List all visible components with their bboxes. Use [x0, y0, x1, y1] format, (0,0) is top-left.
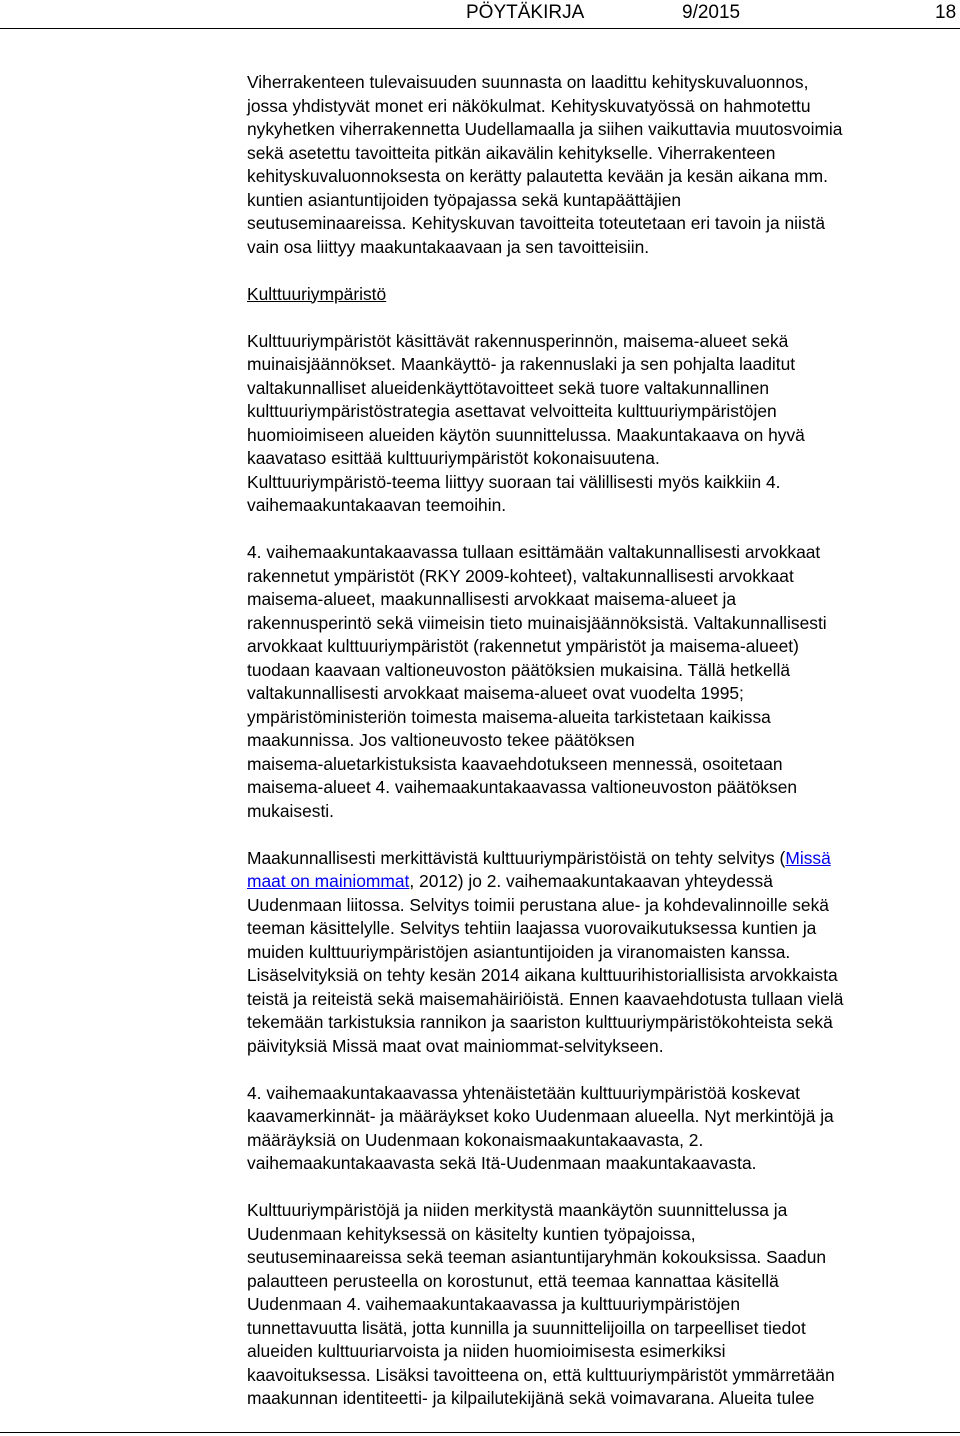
footer-divider: [0, 1432, 960, 1433]
paragraph-kasittely: [247, 1199, 947, 1411]
section-heading-text: Kulttuuriympäristö: [247, 283, 387, 304]
text-line: kaavoituksessa. Lisäksi tavoitteena on, että kulttuuriympäristöt ymmärretään: [247, 1364, 835, 1385]
text-line: määräyksiä on Uudenmaan kokonaismaakuntakaavasta, 2.: [247, 1129, 704, 1150]
text-line: seutuseminaareissa. Kehityskuvan tavoitteita toteutetaan eri tavoin ja niistä: [247, 213, 826, 233]
text-line: nykyhetken viherrakennetta Uudellamaalla ja siihen vaikuttavia muutosvoimia: [247, 119, 843, 139]
page-number: 18: [935, 2, 957, 23]
text-line: kulttuuriympäristöstrategia asettavat velvoitteita kulttuuriympäristöjen: [247, 401, 777, 421]
text-line: Uudenmaan 4. vaihemaakuntakaavassa ja kulttuuriympäristöjen: [247, 1294, 741, 1314]
text-line: Kulttuuriympäristö-teema liittyy suoraan tai välillisesti myös kaikkiin 4.: [247, 471, 781, 492]
text-line: 4. vaihemaakuntakaavassa tullaan esittämään valtakunnallisesti arvokkaat: [247, 542, 821, 562]
text-line: Viherrakenteen tulevaisuuden suunnasta on laadittu kehityskuvaluonnos,: [247, 72, 809, 92]
document-type: PÖYTÄKIRJA: [466, 2, 585, 23]
missa-maat-link-part2[interactable]: maat on mainiommat: [247, 871, 410, 891]
text-line: teeman käsittelylle. Selvitys tehtiin laajassa vuorovaikutuksessa kuntien ja: [247, 918, 817, 938]
text-line: rakennusperintö sekä viimeisin tieto muinaisjäännöksistä. Valtakunnallisesti: [247, 612, 827, 633]
page-header: [0, 0, 960, 28]
text-line: alueiden kulttuuriarvoista ja niiden huomioimisesta esimerkiksi: [247, 1341, 726, 1361]
text-line: vaihemaakuntakaavan teemoihin.: [247, 495, 507, 515]
text-line: mukaisesti.: [247, 800, 334, 821]
text-line: kehityskuvaluonnoksesta on kerätty palautetta kevään ja kesän aikana mm.: [247, 166, 828, 186]
paragraph-selvitys: [247, 847, 947, 1059]
text-line: Lisäselvityksiä on tehty kesän 2014 aikana kulttuurihistoriallisista arvokkaista: [247, 965, 838, 985]
text-line: Uudenmaan kehityksessä on käsitelty kuntien työpajoissa,: [247, 1223, 696, 1244]
text-line: teistä ja reiteistä sekä maisemahäiriöistä. Ennen kaavaehdotusta tullaan vielä: [247, 988, 844, 1009]
text-line: arvokkaat kulttuuriympäristöt (rakennetut ympäristöt ja maisema-alueet): [247, 636, 799, 656]
text-line: Kulttuuriympäristöt käsittävät rakennusperinnön, maisema-alueet sekä: [247, 330, 789, 351]
text-run: Maakunnallisesti merkittävistä kulttuuriympäristöistä on tehty selvitys (: [247, 847, 786, 868]
text-line: palautteen perusteella on korostunut, että teemaa kannattaa käsitellä: [247, 1270, 779, 1291]
paragraph-vaihemaakuntakaava: [247, 541, 947, 823]
text-line: tuodaan kaavaan valtioneuvoston päätöksien mukaisina. Tällä hetkellä: [247, 659, 791, 680]
text-line: [247, 847, 947, 871]
text-line: muinaisjäännökset. Maankäyttö- ja rakennuslaki ja sen pohjalta laaditut: [247, 354, 796, 374]
text-run: , 2012) jo 2. vaihemaakuntakaavan yhteydessä: [409, 871, 773, 891]
text-line: päivityksiä Missä maat ovat mainiommat-selvitykseen.: [247, 1035, 664, 1056]
text-line: tekemään tarkistuksia rannikon ja saariston kulttuuriympäristökohteista sekä: [247, 1012, 833, 1032]
header-divider: [0, 28, 960, 29]
text-line: muiden kulttuuriympäristöjen asiantuntijoiden ja viranomaisten kanssa.: [247, 941, 791, 962]
paragraph-viherrakenne: [247, 71, 947, 259]
missa-maat-link-part1[interactable]: Missä: [785, 847, 831, 868]
text-line: maisema-alueet, maakunnallisesti arvokkaat maisema-alueet ja: [247, 589, 737, 609]
document-body: [247, 71, 947, 1434]
text-line: huomioimiseen alueiden käytön suunnittelussa. Maakuntakaava on hyvä: [247, 424, 805, 445]
text-line: ympäristöministeriön toimesta maisema-alueita tarkistetaan kaikissa: [247, 706, 771, 727]
text-line: Kulttuuriympäristöjä ja niiden merkitystä maankäytön suunnittelussa ja: [247, 1200, 788, 1220]
text-line: kuntien asiantuntijoiden työpajassa sekä kuntapäättäjien: [247, 189, 682, 210]
text-line: maisema-alueet 4. vaihemaakuntakaavassa valtioneuvoston päätöksen: [247, 777, 798, 797]
text-line: sekä asetettu tavoitteita pitkän aikavälin kehitykselle. Viherrakenteen: [247, 142, 776, 163]
text-line: [247, 870, 947, 894]
text-line: vaihemaakuntakaavasta sekä Itä-Uudenmaan maakuntakaavasta.: [247, 1153, 757, 1173]
text-line: vain osa liittyy maakuntakaavaan ja sen tavoitteisiin.: [247, 236, 650, 257]
text-line: valtakunnalliset alueidenkäyttötavoitteet sekä tuore valtakunnallinen: [247, 377, 770, 398]
text-line: maakunnan identiteetti- ja kilpailutekijänä sekä voimavarana. Alueita tulee: [247, 1388, 815, 1408]
paragraph-merkinnat: [247, 1082, 947, 1176]
text-line: kaavamerkinnät- ja määräykset koko Uudenmaan alueella. Nyt merkintöjä ja: [247, 1106, 834, 1126]
text-line: Uudenmaan liitossa. Selvitys toimii perustana alue- ja kohdevalinnoille sekä: [247, 894, 829, 915]
text-line: jossa yhdistyvät monet eri näkökulmat. Kehityskuvatyössä on hahmotettu: [247, 95, 811, 116]
text-line: 4. vaihemaakuntakaavassa yhtenäistetään kulttuuriympäristöä koskevat: [247, 1082, 800, 1103]
text-line: valtakunnallisesti arvokkaat maisema-alueet ovat vuodelta 1995;: [247, 683, 744, 703]
text-line: rakennetut ympäristöt (RKY 2009-kohteet), valtakunnallisesti arvokkaat: [247, 565, 794, 586]
document-number: 9/2015: [682, 2, 741, 23]
section-heading: [247, 283, 947, 307]
text-line: tunnettavuutta lisätä, jotta kunnilla ja suunnittelijoilla on tarpeelliset tiedot: [247, 1317, 806, 1338]
text-line: kaavataso esittää kulttuuriympäristöt kokonaisuutena.: [247, 448, 660, 468]
text-line: maakunnissa. Jos valtioneuvosto tekee päätöksen: [247, 730, 635, 750]
paragraph-kulttuuriymparistot: [247, 330, 947, 518]
text-line: maisema-aluetarkistuksista kaavaehdotukseen mennessä, osoitetaan: [247, 753, 783, 774]
text-line: seutuseminaareissa sekä teeman asiantuntijaryhmän kokouksissa. Saadun: [247, 1247, 827, 1267]
